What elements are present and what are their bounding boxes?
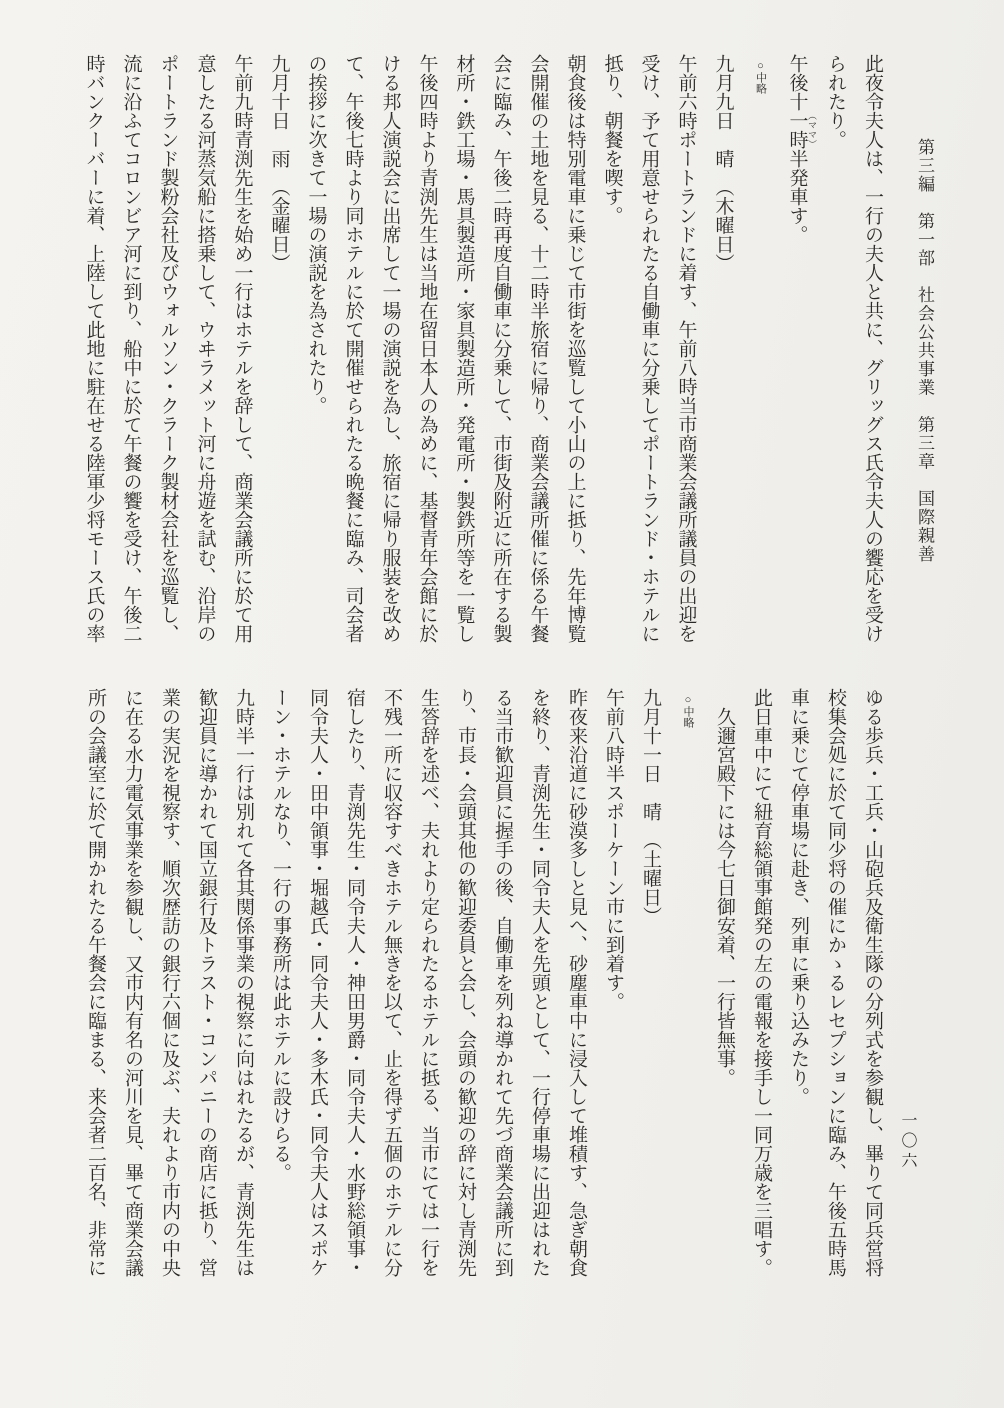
diary-bottom-section (77, 688, 891, 1285)
telegram-text: 久邇宮殿下には今七日御安着、一行皆無事。 (714, 707, 735, 1087)
paragraph-portland-tour: 朝食後は特別電車に乗じて市街を巡覧して小山の上に抵り、先年博覧会開催の土地を見る、十二時半旅宿に帰り、商業会議所催に係る午餐会に臨み、午後二時再度自働車に分乗して、市街及附近に所在する製材所・鉄工場・馬具製造所・家具製造所・発電所・製鉄所等を一覧し午後四時より青渕先生は当地在留日本人の為めに、基督青年会館に於ける邦人演説会に出席して一場の演説を為し、旅宿に帰り服装を改めて、午後七時より同ホテルに於て開催せられたる晩餐に臨み、司会者の挨拶に次きて一場の演説を為されたり。 (305, 54, 586, 643)
departure-prefix: 午後十 (786, 54, 808, 111)
date-heading-sept9: 九月九日 晴 （木曜日） (712, 54, 734, 273)
date-heading-sept10: 九月十日 雨 （金曜日） (268, 54, 290, 273)
running-header: 第三編 第一部 社会公共事業 第三章 国際親善 (915, 138, 934, 564)
paragraph-military-review: ゆる歩兵・工兵・山砲兵及衛生隊の分列式を参観し、畢りて同兵営将校集会処に於て同少将の催にかゝるレセプションに臨み、午後五時馬車に乗じて停車場に赴き、列車に乗り込みたり。 (788, 688, 883, 1277)
paragraph-spokane-welcome: 昨夜来沿道に砂漠多しと見へ、砂塵車中に浸入して堆積す、急ぎ朝食を終り、青渕先生・同令夫人を先頭として、一行停車場に出迎はれたる当市歓迎員に握手の後、自働車を列ね導かれて先づ商業会議所に到り、市長・会頭其他の歓迎委員と会し、会頭の歓迎の辞に対し青渕先生答辞を述べ、夫れより定られたるホテルに抵る、当市にては一行を不残一所に収容すべきホテル無きを以て、止を得ず五個のホテルに分宿したり、青渕先生・同令夫人・神田男爵・同令夫人・水野総領事・同令夫人・田中領事・堀越氏・同令夫人・多木氏・同令夫人はスポケーン・ホテルなり、一行の事務所は此ホテルに設けらる。 (270, 688, 587, 1277)
paragraph-departure-time (779, 54, 818, 651)
date-heading-sept11: 九月十一日 晴 （土曜日） (640, 688, 661, 926)
paragraph-evening-reception: 此夜令夫人は、一行の夫人と共に、グリッグス氏令夫人の饗応を受けられたり。 (825, 54, 883, 643)
sic-annotated-text (786, 111, 817, 149)
paragraph-spokane-inspection: 九時半一行は別れて各其関係事業の視察に向はれたるが、青渕先生は歓迎員に導かれて国立銀行及トラスト・コンパニーの商店に抵り、営業の実況を視察す、順次歴訪の銀行六個に及ぶ、夫れより市内の中央に在る水力電気事業を参観し、又市内有名の河川を見、畢て商業会議所の会議室に於て開かれたる午餐会に臨まる、来会者二百名、非常に (85, 688, 254, 1277)
omission-mark-top: ○中略 (754, 60, 767, 94)
paragraph-portland-arrival: 午前六時ポートランドに着す、午前八時当市商業会議所議員の出迎を受け、予て用意せられたる自働車に分乗してポートランド・ホテルに抵り、朝餐を喫す。 (601, 54, 697, 643)
paragraph-river-excursion: 午前九時青渕先生を始め一行はホテルを辞して、商業会議所に於て用意したる河蒸気船に搭乗して、ウヰラメット河に舟遊を試む、沿岸のポートランド製粉会社及びウォルソン・クラーク製材会社を巡覧し、流に沿ふてコロンビア河に到り、船中に於て午餐の饗を受け、午後二時バンクーバーに着、上陸して此地に駐在せる陸軍少将モース氏の率 (83, 54, 253, 643)
diary-top-section (77, 54, 891, 651)
page-number: 一〇六 (899, 1112, 916, 1172)
sic-note: （ママ） (807, 111, 817, 149)
paragraph-telegram-intro: 此日車中にて紐育総領事館発の左の電報を接手し一同万歳を三唱す。 (751, 688, 772, 1277)
paragraph-spokane-arrival: 午前八時半スポーケーン市に到着す。 (603, 688, 624, 1011)
sic-base: 一時 (786, 111, 808, 149)
departure-suffix: 半発車す。 (786, 149, 808, 244)
omission-mark-bottom: ○中略 (682, 694, 694, 728)
